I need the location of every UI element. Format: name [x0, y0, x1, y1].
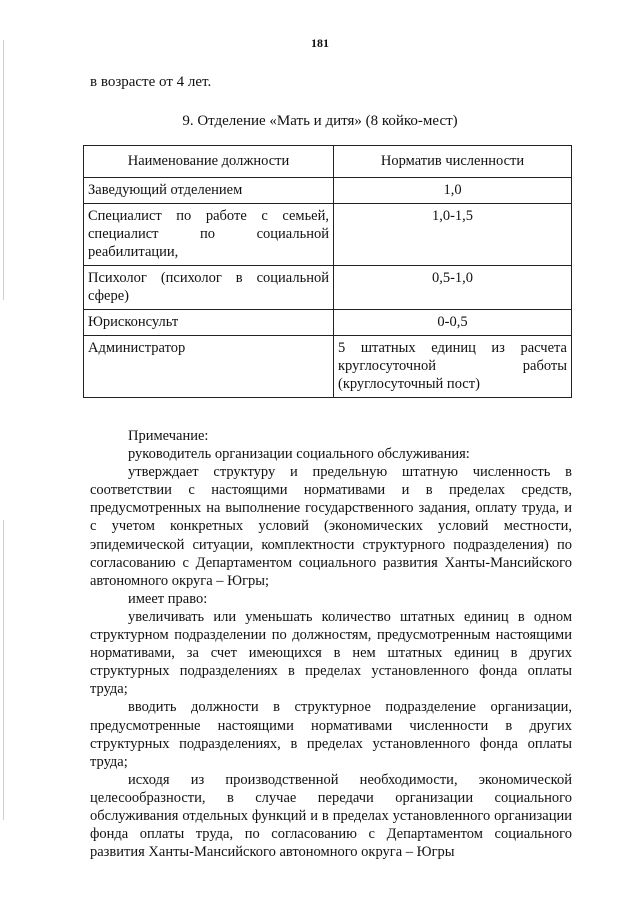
- table-row: [84, 178, 572, 204]
- position-cell: Специалист по работе с семьей, специалист по социальной реабилитации,: [84, 204, 334, 266]
- note-paragraph: утверждает структуру и предельную штатную численность в соответствии с настоящими нормативами и в пределах средств, предусмотренных на выполнение государственного задания, оплату труда, и с учетом конкретных условий (экономических условий местности, эпидемической ситуации, комплектности структурного подразделения) по согласованию с Департаментом социального развития Ханты-Мансийского автономного округа – Югры;: [90, 464, 572, 589]
- norm-cell: 5 штатных единиц из расчета круглосуточной работы (круглосуточный пост): [334, 336, 572, 398]
- header-norm: Норматив численности: [334, 146, 572, 178]
- table-row: [84, 204, 572, 266]
- intro-line: в возрасте от 4 лет.: [90, 74, 212, 90]
- note-paragraph: имеет право:: [128, 590, 208, 607]
- note-paragraph: увеличивать или уменьшать количество штатных единиц в одном структурном подразделении по должностям, предусмотренным настоящими нормативами, за счет имеющихся в нем штатных единиц в других структурных подразделениях в пределах установленного фонда оплаты труда;: [90, 608, 572, 698]
- notes-heading: Примечание:: [128, 428, 209, 444]
- norm-cell: 1,0-1,5: [334, 204, 572, 266]
- table-row: [84, 310, 572, 336]
- table-row: [84, 266, 572, 310]
- table-header-row: [84, 146, 572, 178]
- note-paragraph: руководитель организации социального обслуживания:: [128, 446, 470, 463]
- section-title: 9. Отделение «Мать и дитя» (8 койко-мест): [182, 113, 458, 129]
- norm-cell: 1,0: [334, 178, 572, 204]
- note-paragraph: вводить должности в структурное подразделение организации, предусмотренные настоящими нормативами численности в других структурных подразделениях, в пределах установленного фонда оплаты труда;: [90, 699, 572, 770]
- position-cell: Психолог (психолог в социальной сфере): [84, 266, 334, 310]
- table-row: [84, 336, 572, 398]
- page-number: 181: [311, 36, 329, 50]
- notes-block: [90, 427, 572, 861]
- position-cell: Администратор: [84, 336, 334, 398]
- position-cell: Юрисконсульт: [84, 310, 334, 336]
- staffing-table: [83, 145, 572, 398]
- norm-cell: 0,5-1,0: [334, 266, 572, 310]
- scan-edge-mark: [3, 520, 4, 820]
- note-paragraph: исходя из производственной необходимости, экономической целесообразности, в случае передачи организации социального обслуживания отдельных функций и в пределах установленного организации фонда оплаты труда, по согласованию с Департаментом социального развития Ханты-Мансийского автономного округа – Югры: [90, 771, 572, 861]
- header-position: Наименование должности: [84, 146, 334, 178]
- position-cell: Заведующий отделением: [84, 178, 334, 204]
- scan-edge-mark: [3, 40, 4, 300]
- norm-cell: 0-0,5: [334, 310, 572, 336]
